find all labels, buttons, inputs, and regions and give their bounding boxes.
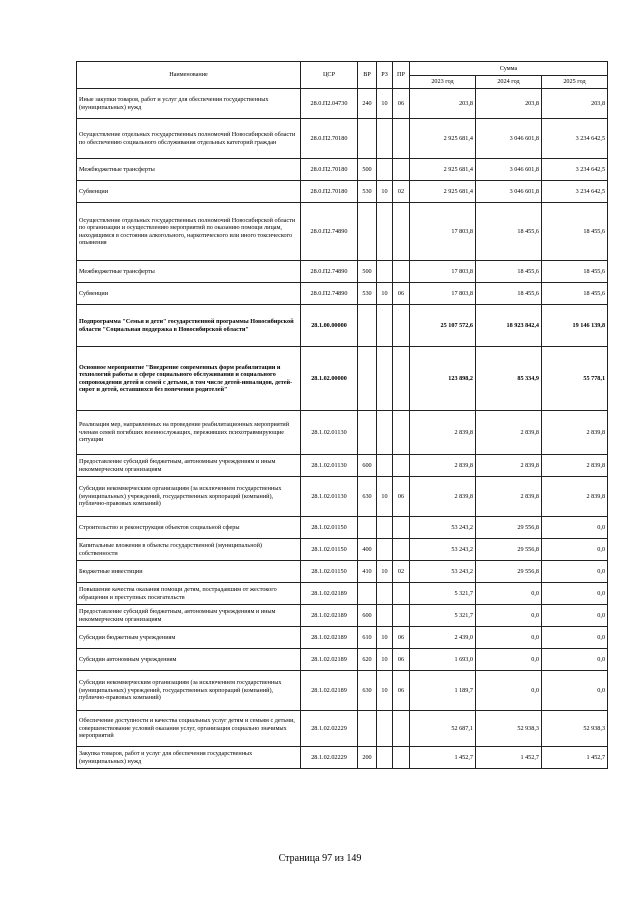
header-2024: 2024 год	[476, 76, 542, 89]
cell-v2023: 1 693,0	[410, 649, 476, 671]
cell-v2025: 203,8	[542, 89, 608, 119]
header-vr: ВР	[358, 62, 377, 89]
cell-vr: 620	[358, 649, 377, 671]
cell-vr	[358, 347, 377, 411]
cell-v2024: 2 839,8	[476, 411, 542, 455]
cell-csr: 28.0.П2.74890	[301, 283, 358, 305]
cell-v2024: 18 455,6	[476, 203, 542, 261]
cell-vr: 530	[358, 181, 377, 203]
cell-v2025: 55 778,1	[542, 347, 608, 411]
cell-v2024: 0,0	[476, 605, 542, 627]
cell-vr: 530	[358, 283, 377, 305]
cell-pr	[393, 455, 410, 477]
cell-csr: 28.1.02.01150	[301, 539, 358, 561]
cell-vr: 400	[358, 539, 377, 561]
table-row	[77, 477, 608, 517]
cell-rz	[377, 711, 393, 747]
cell-v2025: 1 452,7	[542, 747, 608, 769]
cell-name: Осуществление отдельных государственных полномочий Новосибирской области по организации и осуществлению мероприятий по оказанию помощи лицам, находящимся в состоянии алкогольного, наркотического или иного токсического опьянения	[77, 203, 301, 261]
cell-rz	[377, 203, 393, 261]
page-number: Страница 97 из 149	[278, 853, 362, 864]
cell-v2025: 18 455,6	[542, 203, 608, 261]
cell-pr	[393, 711, 410, 747]
table-row	[77, 649, 608, 671]
cell-rz: 10	[377, 89, 393, 119]
cell-rz	[377, 119, 393, 159]
table-row	[77, 347, 608, 411]
cell-pr	[393, 583, 410, 605]
cell-name: Капитальные вложения в объекты государственной (муниципальной) собственности	[77, 539, 301, 561]
cell-rz: 10	[377, 283, 393, 305]
cell-rz	[377, 261, 393, 283]
cell-pr	[393, 605, 410, 627]
cell-pr	[393, 747, 410, 769]
cell-pr	[393, 411, 410, 455]
cell-name: Субсидии бюджетным учреждениям	[77, 627, 301, 649]
cell-pr: 06	[393, 477, 410, 517]
cell-csr: 28.1.02.02189	[301, 671, 358, 711]
cell-csr: 28.0.П2.74890	[301, 203, 358, 261]
table-row	[77, 747, 608, 769]
cell-v2024: 2 839,8	[476, 477, 542, 517]
cell-name: Субсидии автономным учреждениям	[77, 649, 301, 671]
cell-name: Межбюджетные трансферты	[77, 261, 301, 283]
table-row	[77, 411, 608, 455]
table-row	[77, 605, 608, 627]
table-row	[77, 711, 608, 747]
cell-vr	[358, 583, 377, 605]
budget-table	[76, 61, 608, 769]
cell-v2024: 0,0	[476, 671, 542, 711]
cell-v2025: 0,0	[542, 627, 608, 649]
table-row	[77, 89, 608, 119]
cell-v2024: 18 923 842,4	[476, 305, 542, 347]
table-body	[77, 89, 608, 769]
cell-csr: 28.0.П2.70180	[301, 181, 358, 203]
cell-v2023: 25 107 572,6	[410, 305, 476, 347]
cell-v2023: 1 189,7	[410, 671, 476, 711]
cell-vr	[358, 711, 377, 747]
cell-name: Субвенции	[77, 283, 301, 305]
cell-v2024: 52 938,3	[476, 711, 542, 747]
cell-v2023: 2 925 681,4	[410, 119, 476, 159]
cell-csr: 28.1.02.02189	[301, 583, 358, 605]
cell-pr: 02	[393, 561, 410, 583]
cell-name: Межбюджетные трансферты	[77, 159, 301, 181]
cell-v2023: 53 243,2	[410, 517, 476, 539]
cell-name: Строительство и реконструкция объектов социальной сферы	[77, 517, 301, 539]
table-row	[77, 455, 608, 477]
header-pr: ПР	[393, 62, 410, 89]
cell-name: Повышение качества оказания помощи детям, пострадавшим от жестокого обращения и преступных посягательств	[77, 583, 301, 605]
header-2023: 2023 год	[410, 76, 476, 89]
table-header	[77, 62, 608, 89]
table-row	[77, 671, 608, 711]
cell-rz	[377, 517, 393, 539]
table-row	[77, 583, 608, 605]
cell-v2023: 17 803,8	[410, 283, 476, 305]
cell-pr: 06	[393, 627, 410, 649]
header-csr: ЦСР	[301, 62, 358, 89]
cell-v2024: 1 452,7	[476, 747, 542, 769]
header-name: Наименование	[77, 62, 301, 89]
cell-v2023: 2 839,8	[410, 477, 476, 517]
cell-csr: 28.1.02.02189	[301, 605, 358, 627]
cell-csr: 28.0.П2.74890	[301, 261, 358, 283]
cell-vr	[358, 517, 377, 539]
cell-v2023: 17 803,8	[410, 203, 476, 261]
cell-v2023: 2 925 681,4	[410, 159, 476, 181]
cell-vr: 500	[358, 261, 377, 283]
cell-v2023: 2 439,0	[410, 627, 476, 649]
cell-rz	[377, 411, 393, 455]
cell-rz	[377, 583, 393, 605]
cell-v2024: 29 556,8	[476, 517, 542, 539]
cell-v2023: 53 243,2	[410, 561, 476, 583]
cell-csr: 28.1.02.02189	[301, 627, 358, 649]
cell-vr: 200	[358, 747, 377, 769]
table-row	[77, 181, 608, 203]
table-row	[77, 119, 608, 159]
cell-v2025: 3 234 642,5	[542, 119, 608, 159]
cell-vr: 630	[358, 477, 377, 517]
cell-v2024: 3 046 601,8	[476, 159, 542, 181]
cell-v2023: 5 321,7	[410, 583, 476, 605]
cell-v2025: 18 455,6	[542, 261, 608, 283]
cell-rz: 10	[377, 561, 393, 583]
cell-v2025: 2 839,8	[542, 411, 608, 455]
cell-csr: 28.1.02.02189	[301, 649, 358, 671]
cell-csr: 28.1.02.01150	[301, 517, 358, 539]
cell-v2025: 2 839,8	[542, 455, 608, 477]
cell-name: Бюджетные инвестиции	[77, 561, 301, 583]
cell-v2024: 203,8	[476, 89, 542, 119]
cell-pr	[393, 305, 410, 347]
cell-v2025: 3 234 642,5	[542, 159, 608, 181]
cell-name: Предоставление субсидий бюджетным, автономным учреждениям и иным некоммерческим организациям	[77, 455, 301, 477]
cell-name: Субвенции	[77, 181, 301, 203]
cell-v2025: 0,0	[542, 561, 608, 583]
cell-v2025: 2 839,8	[542, 477, 608, 517]
cell-v2025: 0,0	[542, 605, 608, 627]
cell-v2025: 0,0	[542, 517, 608, 539]
cell-v2023: 53 243,2	[410, 539, 476, 561]
table-row	[77, 261, 608, 283]
cell-v2024: 0,0	[476, 583, 542, 605]
cell-v2024: 29 556,8	[476, 539, 542, 561]
cell-v2024: 2 839,8	[476, 455, 542, 477]
cell-pr	[393, 517, 410, 539]
cell-v2024: 18 455,6	[476, 261, 542, 283]
table-row	[77, 627, 608, 649]
header-rz: РЗ	[377, 62, 393, 89]
cell-v2025: 0,0	[542, 583, 608, 605]
cell-vr: 600	[358, 455, 377, 477]
cell-pr: 06	[393, 649, 410, 671]
cell-vr: 630	[358, 671, 377, 711]
cell-v2024: 85 334,9	[476, 347, 542, 411]
cell-name: Реализация мер, направленных на проведение реабилитационных мероприятий членам семей погибших военнослужащих, переживших психотравмирующие ситуации	[77, 411, 301, 455]
table-row	[77, 305, 608, 347]
cell-pr: 02	[393, 181, 410, 203]
cell-v2023: 2 839,8	[410, 411, 476, 455]
cell-name: Закупка товаров, работ и услуг для обеспечения государственных (муниципальных) нужд	[77, 747, 301, 769]
table-row	[77, 283, 608, 305]
cell-csr: 28.1.02.01130	[301, 477, 358, 517]
cell-rz: 10	[377, 181, 393, 203]
cell-v2023: 1 452,7	[410, 747, 476, 769]
cell-csr: 28.1.02.02229	[301, 747, 358, 769]
cell-v2024: 3 046 601,8	[476, 181, 542, 203]
cell-pr	[393, 347, 410, 411]
cell-v2025: 0,0	[542, 671, 608, 711]
header-sum: Сумма	[410, 62, 608, 76]
cell-v2025: 52 938,3	[542, 711, 608, 747]
cell-rz	[377, 747, 393, 769]
cell-vr	[358, 305, 377, 347]
cell-v2023: 17 803,8	[410, 261, 476, 283]
cell-vr: 410	[358, 561, 377, 583]
cell-name: Основное мероприятие "Внедрение современных форм реабилитации и технологий работы в сфере социального обслуживания и социального сопровождения детей и семей с детьми, в том числе детей-инвалидов, детей-сирот и детей, оставшихся без попечения родителей"	[77, 347, 301, 411]
cell-csr: 28.1.02.01150	[301, 561, 358, 583]
cell-pr: 06	[393, 283, 410, 305]
cell-v2024: 18 455,6	[476, 283, 542, 305]
cell-csr: 28.1.02.01130	[301, 455, 358, 477]
cell-pr	[393, 159, 410, 181]
cell-v2024: 0,0	[476, 649, 542, 671]
cell-v2024: 29 556,8	[476, 561, 542, 583]
cell-pr	[393, 261, 410, 283]
cell-rz	[377, 539, 393, 561]
cell-rz	[377, 159, 393, 181]
cell-name: Подпрограмма "Семья и дети" государственной программы Новосибирской области "Социальная поддержка в Новосибирской области"	[77, 305, 301, 347]
header-2025: 2025 год	[542, 76, 608, 89]
cell-v2023: 2 925 681,4	[410, 181, 476, 203]
table-row	[77, 203, 608, 261]
cell-v2024: 0,0	[476, 627, 542, 649]
cell-vr: 240	[358, 89, 377, 119]
cell-csr: 28.1.02.02229	[301, 711, 358, 747]
table-row	[77, 159, 608, 181]
cell-rz	[377, 347, 393, 411]
cell-vr: 500	[358, 159, 377, 181]
cell-v2025: 0,0	[542, 649, 608, 671]
cell-name: Субсидии некоммерческим организациям (за исключением государственных (муниципальных) учреждений, государственных корпораций (компаний), публично-правовых компаний)	[77, 477, 301, 517]
cell-v2023: 123 898,2	[410, 347, 476, 411]
cell-name: Субсидии некоммерческим организациям (за исключением государственных (муниципальных) учреждений, государственных корпораций (компаний), публично-правовых компаний)	[77, 671, 301, 711]
cell-vr	[358, 203, 377, 261]
cell-v2025: 3 234 642,5	[542, 181, 608, 203]
cell-pr: 06	[393, 671, 410, 711]
table-row	[77, 517, 608, 539]
cell-csr: 28.1.00.00000	[301, 305, 358, 347]
table-row	[77, 561, 608, 583]
cell-vr	[358, 411, 377, 455]
cell-rz: 10	[377, 477, 393, 517]
cell-v2024: 3 046 601,8	[476, 119, 542, 159]
cell-csr: 28.0.П2.70180	[301, 119, 358, 159]
cell-v2023: 203,8	[410, 89, 476, 119]
cell-vr	[358, 119, 377, 159]
cell-pr: 06	[393, 89, 410, 119]
cell-csr: 28.1.02.00000	[301, 347, 358, 411]
cell-v2025: 19 146 139,8	[542, 305, 608, 347]
cell-rz	[377, 455, 393, 477]
cell-name: Обеспечение доступности и качества социальных услуг детям и семьям с детьми, совершенствование условий оказания услуг, организация социально значимых мероприятий	[77, 711, 301, 747]
cell-name: Предоставление субсидий бюджетным, автономным учреждениям и иным некоммерческим организациям	[77, 605, 301, 627]
cell-rz	[377, 305, 393, 347]
cell-pr	[393, 539, 410, 561]
table-row	[77, 539, 608, 561]
cell-v2023: 52 687,1	[410, 711, 476, 747]
cell-name: Иные закупки товаров, работ и услуг для обеспечения государственных (муниципальных) нужд	[77, 89, 301, 119]
cell-rz: 10	[377, 671, 393, 711]
cell-vr: 600	[358, 605, 377, 627]
cell-v2023: 2 839,8	[410, 455, 476, 477]
cell-csr: 28.0.П2.04730	[301, 89, 358, 119]
cell-csr: 28.0.П2.70180	[301, 159, 358, 181]
cell-v2023: 5 321,7	[410, 605, 476, 627]
cell-pr	[393, 203, 410, 261]
cell-v2025: 18 455,6	[542, 283, 608, 305]
cell-name: Осуществление отдельных государственных полномочий Новосибирской области по обеспечению социального обслуживания отдельных категорий граждан	[77, 119, 301, 159]
cell-v2025: 0,0	[542, 539, 608, 561]
cell-pr	[393, 119, 410, 159]
cell-csr: 28.1.02.01130	[301, 411, 358, 455]
cell-rz: 10	[377, 649, 393, 671]
cell-vr: 610	[358, 627, 377, 649]
cell-rz: 10	[377, 627, 393, 649]
cell-rz	[377, 605, 393, 627]
